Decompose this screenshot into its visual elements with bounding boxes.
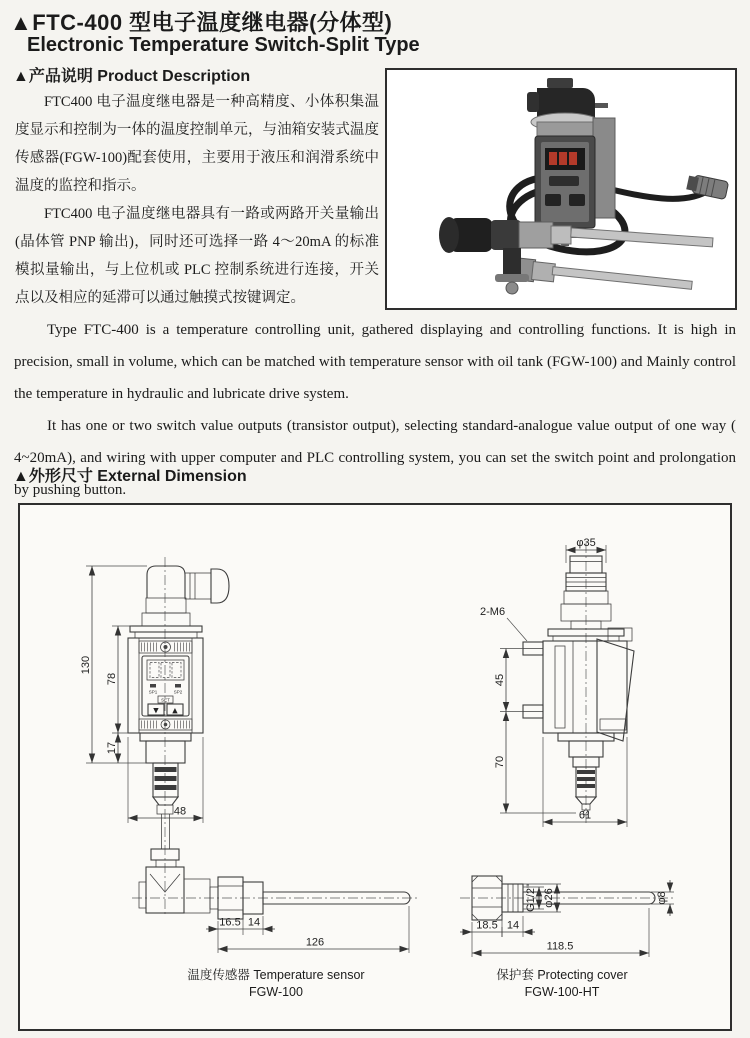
sp1-label: SP1 (148, 689, 158, 695)
front-view-drawing (80, 557, 229, 917)
label-mount-holes: 2-M6 (480, 606, 506, 618)
dim-side-connector-dia: φ35 (576, 537, 596, 549)
sensor-model: FGW-100 (249, 985, 303, 999)
cover-caption: 保护套 Protecting cover (496, 968, 628, 982)
sensor-drawing (132, 849, 420, 999)
set-button-label: SET (161, 697, 170, 703)
sensor-caption: 温度传感器 Temperature sensor (187, 968, 365, 982)
section-heading-external-dimension: ▲外形尺寸 External Dimension (13, 468, 247, 485)
label-cover-thread: G1/2" (525, 884, 537, 912)
sp2-label: SP2 (173, 689, 183, 695)
page-title-en: Electronic Temperature Switch-Split Type (27, 34, 420, 56)
page-title-zh: ▲FTC-400 型电子温度继电器(分体型) (10, 10, 393, 35)
dim-cover-b: 14 (506, 919, 520, 932)
product-photo-illustration (387, 70, 735, 308)
dim-front-total-height: 130 (80, 655, 92, 675)
dim-cover-dia-big: φ26 (543, 888, 555, 908)
product-photo (385, 68, 737, 310)
cover-model: FGW-100-HT (524, 985, 600, 999)
section-heading-product-description: ▲产品说明 Product Description (13, 68, 251, 85)
dim-sensor-length: 126 (305, 936, 325, 949)
external-dimension-drawing (18, 503, 732, 1031)
paragraph-zh-1: FTC400 电子温度继电器是一种高精度、小体积集温度显示和控制为一体的温度控制单元，与油箱安装式温度传感器(FGW-100)配套使用，主要用于液压和润滑系统中温度的监控和指示。 (15, 94, 379, 194)
down-arrow-icon: ▼ (153, 706, 159, 715)
dim-sensor-a: 16.5 (219, 916, 241, 929)
dimension-drawing-svg (20, 505, 730, 1029)
dim-front-body-width: 48 (173, 805, 187, 818)
up-arrow-icon: ▲ (172, 706, 178, 715)
dim-front-neck-height: 17 (106, 741, 118, 755)
dim-side-hole-spacing: 45 (494, 673, 506, 687)
dim-side-body-width: 61 (578, 809, 592, 822)
dim-cover-dia-small: φ8 (656, 891, 668, 905)
cover-drawing (460, 876, 675, 999)
dim-cover-a: 18.5 (476, 919, 498, 932)
paragraph-zh-2: FTC400 电子温度继电器具有一路或两路开关量输出(晶体管 PNP 输出)，同时还可选择一路 4～20mA 的标准模拟量输出，与上位机或 PLC 控制系统进行连接，开关点以及相应的延滞可以通过触摸式按键调定。 (15, 206, 379, 306)
dim-cover-length: 118.5 (546, 940, 574, 953)
paragraph-en-1: Type FTC-400 is a temperature controlling unit, gathered displaying and controlling functions. It is high in precision, small in volume, which can be matched with temperature sensor with oil tank (FGW-100) and Mainly control the temperature in hydraulic and lubricate drive system. (14, 322, 736, 402)
dim-side-lower-height: 70 (494, 755, 506, 769)
product-description-zh (15, 88, 379, 312)
dim-sensor-b: 14 (247, 916, 261, 929)
paragraph-en-2: It has one or two switch value outputs (transistor output), selecting standard-analogue value output of one way ( 4~20mA), and wiring with upper computer and PLC controlling system, you can set the switch point and prolongation by pushing button. (14, 418, 736, 498)
dim-front-body-height: 78 (106, 672, 118, 686)
side-view-drawing (480, 537, 634, 827)
